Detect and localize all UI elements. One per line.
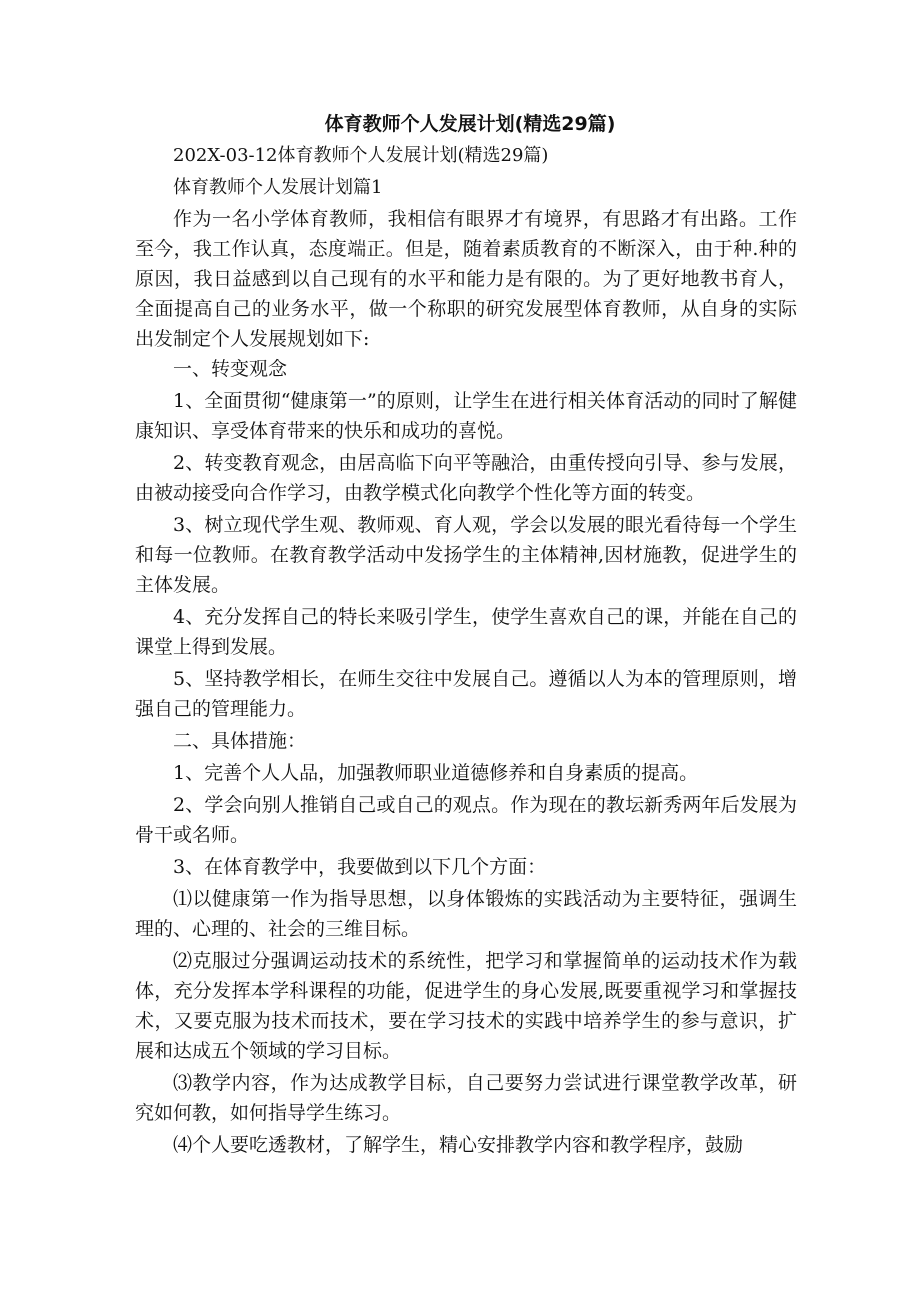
paragraph-intro: 作为一名小学体育教师，我相信有眼界才有境界，有思路才有出路。工作至今，我工作认真，态度端正。但是，随着素质教育的不断深入，由于种.种的原因，我日益感到以自己现有的水平和能力是有限的。为了更好地教书育人，全面提高自己的业务水平，做一个称职的研究发展型体育教师，从自身的实际出发制定个人发展规划如下: bbox=[135, 208, 797, 350]
document-title: 体育教师个人发展计划(精选29篇) bbox=[324, 113, 616, 135]
paragraph-item: 2、转变教育观念，由居高临下向平等融洽，由重传授向引导、参与发展，由被动接受向合作学习，由教学模式化向教学个性化等方面的转变。 bbox=[135, 452, 797, 504]
paragraph-subitem: ⑶教学内容，作为达成教学目标，自己要努力尝试进行课堂教学改革，研究如何教，如何指导学生练习。 bbox=[135, 1072, 797, 1124]
paragraph-subitem: ⑷个人要吃透教材，了解学生，精心安排教学内容和教学程序，鼓励 bbox=[173, 1134, 744, 1156]
paragraph-item: 1、全面贯彻“健康第一”的原则，让学生在进行相关体育活动的同时了解健康知识、享受体育带来的快乐和成功的喜悦。 bbox=[135, 390, 797, 442]
paragraph-item: 5、坚持教学相长，在师生交往中发展自己。遵循以人为本的管理原则，增强自己的管理能力。 bbox=[135, 668, 797, 720]
heading-specific-measures: 二、具体措施： bbox=[173, 730, 307, 752]
paragraph-item: 3、在体育教学中，我要做到以下几个方面： bbox=[173, 856, 547, 878]
paragraph-item: 3、树立现代学生观、教师观、育人观，学会以发展的眼光看待每一个学生和每一位教师。在教育教学活动中发扬学生的主体精神,因材施教，促进学生的主体发展。 bbox=[135, 514, 797, 596]
paragraph-subitem: ⑴以健康第一作为指导思想，以身体锻炼的实践活动为主要特征，强调生理的、心理的、社会的三维目标。 bbox=[135, 888, 797, 940]
paragraph-item: 1、完善个人人品，加强教师职业道德修养和自身素质的提高。 bbox=[173, 762, 699, 784]
date-line: 202X-03-12体育教师个人发展计划(精选29篇) bbox=[173, 145, 549, 166]
section-heading: 体育教师个人发展计划篇1 bbox=[173, 177, 383, 198]
paragraph-item: 4、充分发挥自己的特长来吸引学生，使学生喜欢自己的课，并能在自己的课堂上得到发展。 bbox=[135, 606, 797, 658]
document-page bbox=[135, 108, 797, 1160]
heading-change-concept: 一、转变观念 bbox=[173, 358, 288, 380]
paragraph-item: 2、学会向别人推销自己或自己的观点。作为现在的教坛新秀两年后发展为骨干或名师。 bbox=[135, 794, 797, 846]
paragraph-subitem: ⑵克服过分强调运动技术的系统性，把学习和掌握简单的运动技术作为载体，充分发挥本学科课程的功能，促进学生的身心发展,既要重视学习和掌握技术，又要克服为技术而技术，要在学习技术的实践中培养学生的参与意识，扩展和达成五个领域的学习目标。 bbox=[135, 950, 797, 1062]
